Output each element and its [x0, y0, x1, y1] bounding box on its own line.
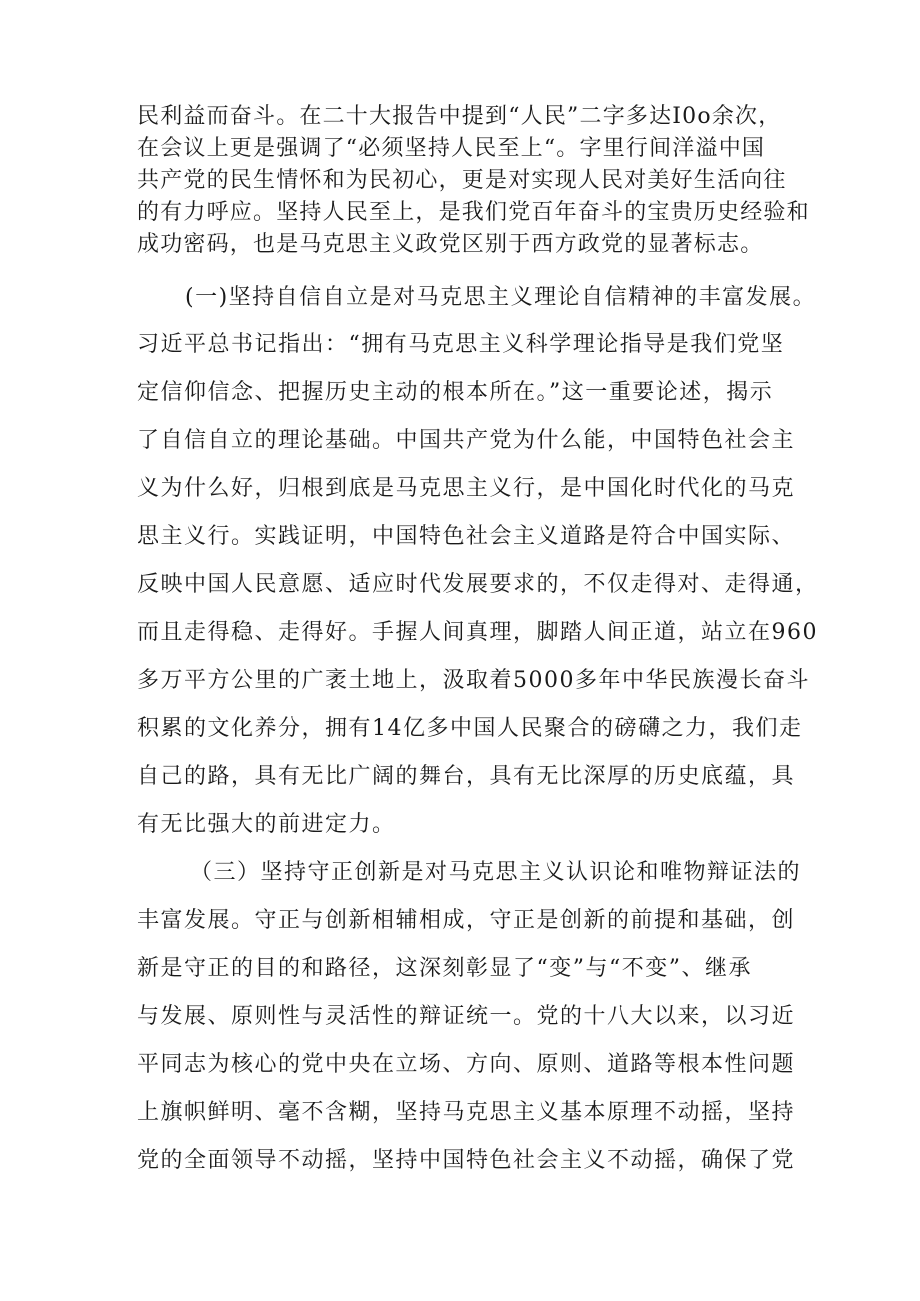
- text-line: 而且走得稳、走得好。手握人间真理，脚踏人间正道，站立在960: [137, 620, 818, 645]
- text-line: 共产党的民生情怀和为民初心，更是对实现人民对美好生活向往: [137, 168, 787, 193]
- text-line: 多万平方公里的广袤土地上，汲取着5000多年中华民族漫长奋斗: [137, 668, 810, 693]
- text-line: 思主义行。实践证明，中国特色社会主义道路是符合中国实际、: [137, 524, 796, 549]
- section-heading-line: （三）坚持守正创新是对马克思主义认识论和唯物辩证法的: [190, 860, 802, 885]
- text-line: 自己的路，具有无比广阔的舞台，具有无比深厚的历史底蕴，具: [137, 764, 796, 789]
- text-line: 了自信自立的理论基础。中国共产党为什么能，中国特色社会主: [137, 428, 796, 453]
- text-line: 定信仰信念、把握历史主动的根本所在。”这一重要论述，揭示: [137, 380, 774, 405]
- text-line: 平同志为核心的党中央在立场、方向、原则、道路等根本性问题: [137, 1052, 796, 1077]
- text-line: 积累的文化养分，拥有14亿多中国人民聚合的磅礴之力，我们走: [137, 716, 803, 741]
- text-line: 在会议上更是强调了“必须坚持人民至上“。字里行间洋溢中国: [137, 136, 766, 161]
- text-line: 党的全面领导不动摇，坚持中国特色社会主义不动摇，确保了党: [137, 1148, 796, 1173]
- section-heading-line: (一)坚持自信自立是对马克思主义理论自信精神的丰富发展。: [185, 285, 817, 310]
- text-line: 丰富发展。守正与创新相辅相成，守正是创新的前提和基础，创: [137, 908, 796, 933]
- text-line: 与发展、原则性与灵活性的辩证统一。党的十八大以来，以习近: [137, 1004, 796, 1029]
- text-line: 习近平总书记指出：“拥有马克思主义科学理论指导是我们党坚: [137, 332, 785, 357]
- text-line: 有无比强大的前进定力。: [137, 812, 396, 837]
- text-line: 反映中国人民意愿、适应时代发展要求的，不仅走得对、走得通，: [137, 572, 819, 597]
- text-line: 民利益而奋斗。在二十大报告中提到“人民”二字多达I0o余次，: [137, 104, 782, 129]
- text-line: 上旗帜鲜明、毫不含糊，坚持马克思主义基本原理不动摇，坚持: [137, 1100, 796, 1125]
- text-line: 义为什么好，归根到底是马克思主义行，是中国化时代化的马克: [137, 476, 796, 501]
- text-line: 的有力呼应。坚持人民至上，是我们党百年奋斗的宝贵历史经验和: [137, 200, 810, 225]
- text-line: 新是守正的目的和路径，这深刻彰显了“变”与“不变”、继承: [137, 956, 752, 981]
- text-line: 成功密码，也是马克思主义政党区别于西方政党的显著标志。: [137, 232, 764, 257]
